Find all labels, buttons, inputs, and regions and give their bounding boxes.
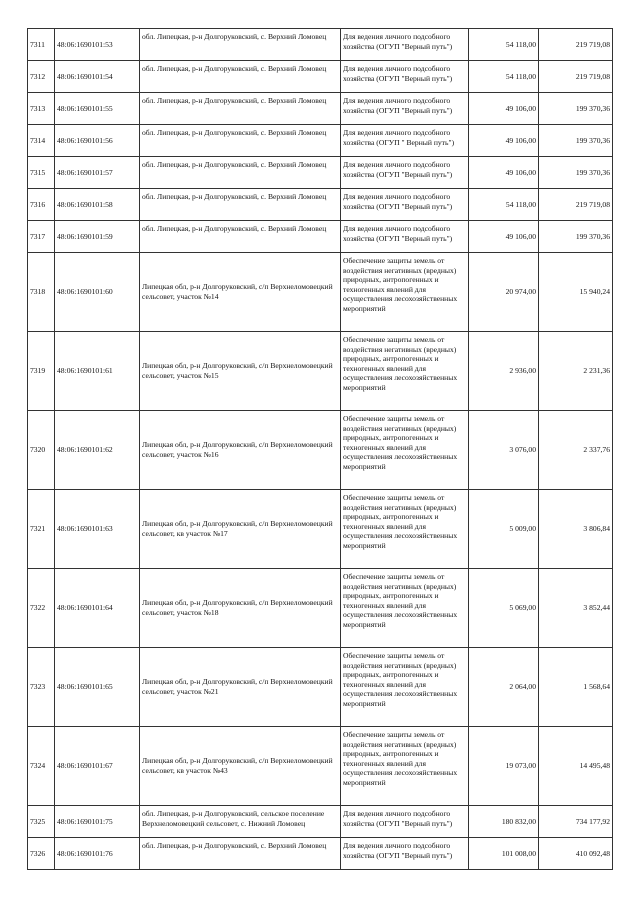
row-number: 7313 <box>28 93 55 125</box>
area-value: 2 936,00 <box>469 332 539 411</box>
land-use-cell: Для ведения личного подсобного хозяйства (ОГУП "Верный путь") <box>341 157 469 189</box>
area-value: 5 009,00 <box>469 490 539 569</box>
cadastral-number: 48:06:1690101:59 <box>55 221 140 253</box>
address-cell: Липецкая обл, р-н Долгоруковский, с/п Верхнеломовецкий сельсовет, участок №21 <box>140 648 341 727</box>
land-use-cell: Для ведения личного подсобного хозяйства (ОГУП "Верный путь") <box>341 806 469 838</box>
land-use-cell: Обеспечение защиты земель от воздействия негативных (вредных) природных, антропогенных и техногенных явлений для осуществления лесохозяйственных мероприятий <box>341 253 469 332</box>
area-value: 54 118,00 <box>469 189 539 221</box>
cadastral-value: 199 370,36 <box>539 93 613 125</box>
row-number: 7319 <box>28 332 55 411</box>
cadastral-value: 1 568,64 <box>539 648 613 727</box>
cadastral-number: 48:06:1690101:53 <box>55 29 140 61</box>
cadastral-value: 3 852,44 <box>539 569 613 648</box>
land-use-cell: Для ведения личного подсобного хозяйства (ОГУП "Верный путь") <box>341 29 469 61</box>
area-value: 5 069,00 <box>469 569 539 648</box>
row-number: 7318 <box>28 253 55 332</box>
area-value: 49 106,00 <box>469 93 539 125</box>
cadastral-value: 734 177,92 <box>539 806 613 838</box>
address-cell: Липецкая обл, р-н Долгоруковский, с/п Верхнеломовецкий сельсовет, кв участок №17 <box>140 490 341 569</box>
land-use-cell: Для ведения личного подсобного хозяйства (ОГУП "Верный путь") <box>341 838 469 870</box>
row-number: 7311 <box>28 29 55 61</box>
row-number: 7322 <box>28 569 55 648</box>
land-use-cell: Обеспечение защиты земель от воздействия негативных (вредных) природных, антропогенных и техногенных явлений для осуществления лесохозяйственных мероприятий <box>341 490 469 569</box>
cadastral-value: 199 370,36 <box>539 125 613 157</box>
address-cell: обл. Липецкая, р-н Долгоруковский, с. Верхний Ломовец <box>140 221 341 253</box>
address-cell: Липецкая обл, р-н Долгоруковский, с/п Верхнеломовецкий сельсовет, участок №14 <box>140 253 341 332</box>
land-use-cell: Обеспечение защиты земель от воздействия негативных (вредных) природных, антропогенных и техногенных явлений для осуществления лесохозяйственных мероприятий <box>341 727 469 806</box>
cadastral-number: 48:06:1690101:61 <box>55 332 140 411</box>
cadastral-number: 48:06:1690101:75 <box>55 806 140 838</box>
land-use-cell: Для ведения личного подсобного хозяйства (ОГУП "Верный путь") <box>341 61 469 93</box>
table-row <box>28 125 613 157</box>
cadastral-value: 219 719,08 <box>539 61 613 93</box>
cadastral-number: 48:06:1690101:55 <box>55 93 140 125</box>
cadastral-value: 15 940,24 <box>539 253 613 332</box>
cadastral-value: 2 231,36 <box>539 332 613 411</box>
table-row <box>28 157 613 189</box>
cadastral-number: 48:06:1690101:76 <box>55 838 140 870</box>
row-number: 7324 <box>28 727 55 806</box>
table-row <box>28 29 613 61</box>
cadastral-number: 48:06:1690101:56 <box>55 125 140 157</box>
land-use-cell: Обеспечение защиты земель от воздействия негативных (вредных) природных, антропогенных и техногенных явлений для осуществления лесохозяйственных мероприятий <box>341 332 469 411</box>
cadastral-value: 14 495,48 <box>539 727 613 806</box>
address-cell: обл. Липецкая, р-н Долгоруковский, с. Верхний Ломовец <box>140 29 341 61</box>
cadastral-number: 48:06:1690101:67 <box>55 727 140 806</box>
row-number: 7326 <box>28 838 55 870</box>
row-number: 7323 <box>28 648 55 727</box>
row-number: 7317 <box>28 221 55 253</box>
area-value: 20 974,00 <box>469 253 539 332</box>
table-row <box>28 411 613 490</box>
address-cell: обл. Липецкая, р-н Долгоруковский, с. Верхний Ломовец <box>140 189 341 221</box>
cadastral-value: 3 806,84 <box>539 490 613 569</box>
address-cell: обл. Липецкая, р-н Долгоруковский, с. Верхний Ломовец <box>140 157 341 189</box>
cadastral-value: 410 092,48 <box>539 838 613 870</box>
area-value: 101 008,00 <box>469 838 539 870</box>
area-value: 54 118,00 <box>469 61 539 93</box>
table-row <box>28 569 613 648</box>
area-value: 2 064,00 <box>469 648 539 727</box>
table-body <box>28 29 613 870</box>
land-registry-table <box>27 28 613 870</box>
area-value: 49 106,00 <box>469 157 539 189</box>
area-value: 49 106,00 <box>469 221 539 253</box>
table-row <box>28 490 613 569</box>
address-cell: Липецкая обл, р-н Долгоруковский, с/п Верхнеломовецкий сельсовет, кв участок №43 <box>140 727 341 806</box>
cadastral-number: 48:06:1690101:62 <box>55 411 140 490</box>
land-use-cell: Обеспечение защиты земель от воздействия негативных (вредных) природных, антропогенных и техногенных явлений для осуществления лесохозяйственных мероприятий <box>341 648 469 727</box>
cadastral-value: 219 719,08 <box>539 189 613 221</box>
land-use-cell: Обеспечение защиты земель от воздействия негативных (вредных) природных, антропогенных и техногенных явлений для осуществления лесохозяйственных мероприятий <box>341 411 469 490</box>
address-cell: обл. Липецкая, р-н Долгоруковский, с. Верхний Ломовец <box>140 838 341 870</box>
land-use-cell: Для ведения личного подсобного хозяйства (ОГУП "Верный путь") <box>341 221 469 253</box>
cadastral-number: 48:06:1690101:58 <box>55 189 140 221</box>
address-cell: обл. Липецкая, р-н Долгоруковский, с. Верхний Ломовец <box>140 125 341 157</box>
table-row <box>28 332 613 411</box>
row-number: 7325 <box>28 806 55 838</box>
cadastral-value: 219 719,08 <box>539 29 613 61</box>
table-row <box>28 221 613 253</box>
row-number: 7316 <box>28 189 55 221</box>
row-number: 7314 <box>28 125 55 157</box>
area-value: 19 073,00 <box>469 727 539 806</box>
area-value: 49 106,00 <box>469 125 539 157</box>
table-row <box>28 648 613 727</box>
address-cell: обл. Липецкая, р-н Долгоруковский, с. Верхний Ломовец <box>140 93 341 125</box>
address-cell: Липецкая обл, р-н Долгоруковский, с/п Верхнеломовецкий сельсовет, участок №16 <box>140 411 341 490</box>
area-value: 180 832,00 <box>469 806 539 838</box>
area-value: 54 118,00 <box>469 29 539 61</box>
cadastral-number: 48:06:1690101:64 <box>55 569 140 648</box>
row-number: 7320 <box>28 411 55 490</box>
land-use-cell: Для ведения личного подсобного хозяйства (ОГУП "Верный путь") <box>341 93 469 125</box>
land-use-cell: Для ведения личного подсобного хозяйства (ОГУП "Верный путь") <box>341 189 469 221</box>
cadastral-value: 199 370,36 <box>539 221 613 253</box>
land-use-cell: Для ведения личного подсобного хозяйства (ОГУП " Верный путь") <box>341 125 469 157</box>
cadastral-number: 48:06:1690101:60 <box>55 253 140 332</box>
cadastral-number: 48:06:1690101:54 <box>55 61 140 93</box>
cadastral-value: 199 370,36 <box>539 157 613 189</box>
address-cell: обл. Липецкая, р-н Долгоруковский, с. Верхний Ломовец <box>140 61 341 93</box>
table-row <box>28 253 613 332</box>
table-row <box>28 189 613 221</box>
table-row <box>28 93 613 125</box>
cadastral-number: 48:06:1690101:57 <box>55 157 140 189</box>
address-cell: обл. Липецкая, р-н Долгоруковский, сельское поселение Верхнеломовецкий сельсовет, с. Нижний Ломовец <box>140 806 341 838</box>
cadastral-value: 2 337,76 <box>539 411 613 490</box>
address-cell: Липецкая обл, р-н Долгоруковский, с/п Верхнеломовецкий сельсовет, участок №15 <box>140 332 341 411</box>
land-use-cell: Обеспечение защиты земель от воздействия негативных (вредных) природных, антропогенных и техногенных явлений для осуществления лесохозяйственных мероприятий <box>341 569 469 648</box>
row-number: 7321 <box>28 490 55 569</box>
area-value: 3 076,00 <box>469 411 539 490</box>
row-number: 7312 <box>28 61 55 93</box>
address-cell: Липецкая обл, р-н Долгоруковский, с/п Верхнеломовецкий сельсовет, участок №18 <box>140 569 341 648</box>
table-row <box>28 61 613 93</box>
cadastral-number: 48:06:1690101:65 <box>55 648 140 727</box>
row-number: 7315 <box>28 157 55 189</box>
table-row <box>28 806 613 838</box>
table-row <box>28 727 613 806</box>
table-row <box>28 838 613 870</box>
cadastral-number: 48:06:1690101:63 <box>55 490 140 569</box>
